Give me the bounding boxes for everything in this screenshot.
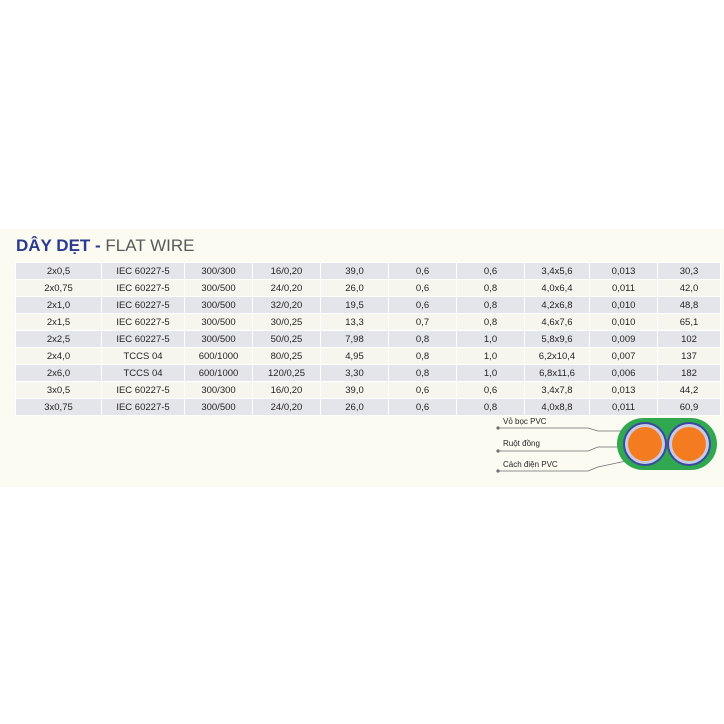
table-cell: 39,0: [321, 263, 389, 280]
table-cell: 0,011: [590, 280, 658, 297]
table-cell: 0,6: [389, 280, 457, 297]
table-cell: 0,7: [389, 314, 457, 331]
table-cell: 3,4x5,6: [525, 263, 590, 280]
table-cell: 42,0: [658, 280, 721, 297]
table-cell: 2x1,5: [16, 314, 102, 331]
table-cell: 2x1,0: [16, 297, 102, 314]
table-cell: 5,8x9,6: [525, 331, 590, 348]
table-cell: 300/300: [185, 263, 253, 280]
table-cell: 3,30: [321, 365, 389, 382]
table-cell: 2x0,5: [16, 263, 102, 280]
table-cell: 2x4,0: [16, 348, 102, 365]
table-cell: 2x0,75: [16, 280, 102, 297]
table-cell: 0,011: [590, 399, 658, 416]
table-cell: 2x2,5: [16, 331, 102, 348]
table-cell: 24/0,20: [253, 280, 321, 297]
table-cell: 4,2x6,8: [525, 297, 590, 314]
table-cell: TCCS 04: [102, 365, 185, 382]
table-cell: 60,9: [658, 399, 721, 416]
table-cell: 19,5: [321, 297, 389, 314]
table-cell: IEC 60227-5: [102, 399, 185, 416]
sheath-callout-dot: [496, 426, 499, 429]
label-insulation: Cách điện PVC: [503, 460, 558, 469]
table-cell: 4,0x8,8: [525, 399, 590, 416]
table-cell: 300/300: [185, 382, 253, 399]
table-cell: 300/500: [185, 331, 253, 348]
table-cell: 3,4x7,8: [525, 382, 590, 399]
table-cell: 0,013: [590, 382, 658, 399]
table-cell: 0,007: [590, 348, 658, 365]
table-cell: 600/1000: [185, 348, 253, 365]
conductor-left: [628, 427, 662, 461]
table-cell: 1,0: [457, 331, 525, 348]
table-cell: IEC 60227-5: [102, 297, 185, 314]
table-cell: 0,6: [389, 263, 457, 280]
table-cell: IEC 60227-5: [102, 382, 185, 399]
table-cell: 16/0,20: [253, 263, 321, 280]
table-cell: IEC 60227-5: [102, 314, 185, 331]
table-cell: IEC 60227-5: [102, 263, 185, 280]
table-cell: 30/0,25: [253, 314, 321, 331]
table-cell: 0,6: [389, 399, 457, 416]
table-cell: 102: [658, 331, 721, 348]
table-cell: 6,8x11,6: [525, 365, 590, 382]
table-cell: 137: [658, 348, 721, 365]
table-cell: 26,0: [321, 280, 389, 297]
table-cell: 48,8: [658, 297, 721, 314]
table-cell: IEC 60227-5: [102, 331, 185, 348]
insulation-callout-dot: [496, 469, 499, 472]
table-cell: 26,0: [321, 399, 389, 416]
table-cell: 30,3: [658, 263, 721, 280]
table-cell: 300/500: [185, 399, 253, 416]
table-cell: 0,8: [457, 297, 525, 314]
table-cell: 4,6x7,6: [525, 314, 590, 331]
table-cell: 0,8: [389, 348, 457, 365]
table-cell: 0,8: [389, 331, 457, 348]
table-cell: 0,010: [590, 297, 658, 314]
table-cell: 300/500: [185, 297, 253, 314]
table-cell: 65,1: [658, 314, 721, 331]
table-cell: 24/0,20: [253, 399, 321, 416]
table-cell: 3x0,75: [16, 399, 102, 416]
table-cell: 0,6: [457, 382, 525, 399]
table-cell: TCCS 04: [102, 348, 185, 365]
table-cell: 1,0: [457, 365, 525, 382]
title-english: FLAT WIRE: [105, 236, 195, 255]
table-cell: 0,8: [457, 314, 525, 331]
title-separator: -: [90, 236, 106, 255]
table-cell: IEC 60227-5: [102, 280, 185, 297]
table-cell: 3x0,5: [16, 382, 102, 399]
label-sheath: Vỏ bọc PVC: [503, 417, 547, 426]
conductor-callout-dot: [496, 449, 499, 452]
callout-dots: [496, 426, 499, 472]
table-cell: 0,6: [457, 263, 525, 280]
table-cell: 39,0: [321, 382, 389, 399]
table-cell: 32/0,20: [253, 297, 321, 314]
table-cell: 300/500: [185, 314, 253, 331]
sheath-callout-line: [498, 428, 628, 431]
table-cell: 0,8: [457, 399, 525, 416]
table-cell: 182: [658, 365, 721, 382]
table-cell: 44,2: [658, 382, 721, 399]
table-cell: 300/500: [185, 280, 253, 297]
table-cell: 13,3: [321, 314, 389, 331]
table-cell: 80/0,25: [253, 348, 321, 365]
table-cell: 16/0,20: [253, 382, 321, 399]
table-cell: 0,013: [590, 263, 658, 280]
table-cell: 0,010: [590, 314, 658, 331]
table-cell: 50/0,25: [253, 331, 321, 348]
table-cell: 4,95: [321, 348, 389, 365]
table-cell: 0,6: [389, 382, 457, 399]
table-cell: 0,8: [457, 280, 525, 297]
label-conductor: Ruột đồng: [503, 439, 540, 448]
conductor-right: [672, 427, 706, 461]
table-cell: 6,2x10,4: [525, 348, 590, 365]
title-vietnamese: DÂY DẸT: [16, 236, 91, 255]
table-cell: 7,98: [321, 331, 389, 348]
table-cell: 0,006: [590, 365, 658, 382]
table-cell: 2x6,0: [16, 365, 102, 382]
table-cell: 120/0,25: [253, 365, 321, 382]
table-cell: 4,0x6,4: [525, 280, 590, 297]
table-cell: 1,0: [457, 348, 525, 365]
table-cell: 0,8: [389, 365, 457, 382]
table-cell: 0,009: [590, 331, 658, 348]
table-cell: 600/1000: [185, 365, 253, 382]
table-cell: 0,6: [389, 297, 457, 314]
